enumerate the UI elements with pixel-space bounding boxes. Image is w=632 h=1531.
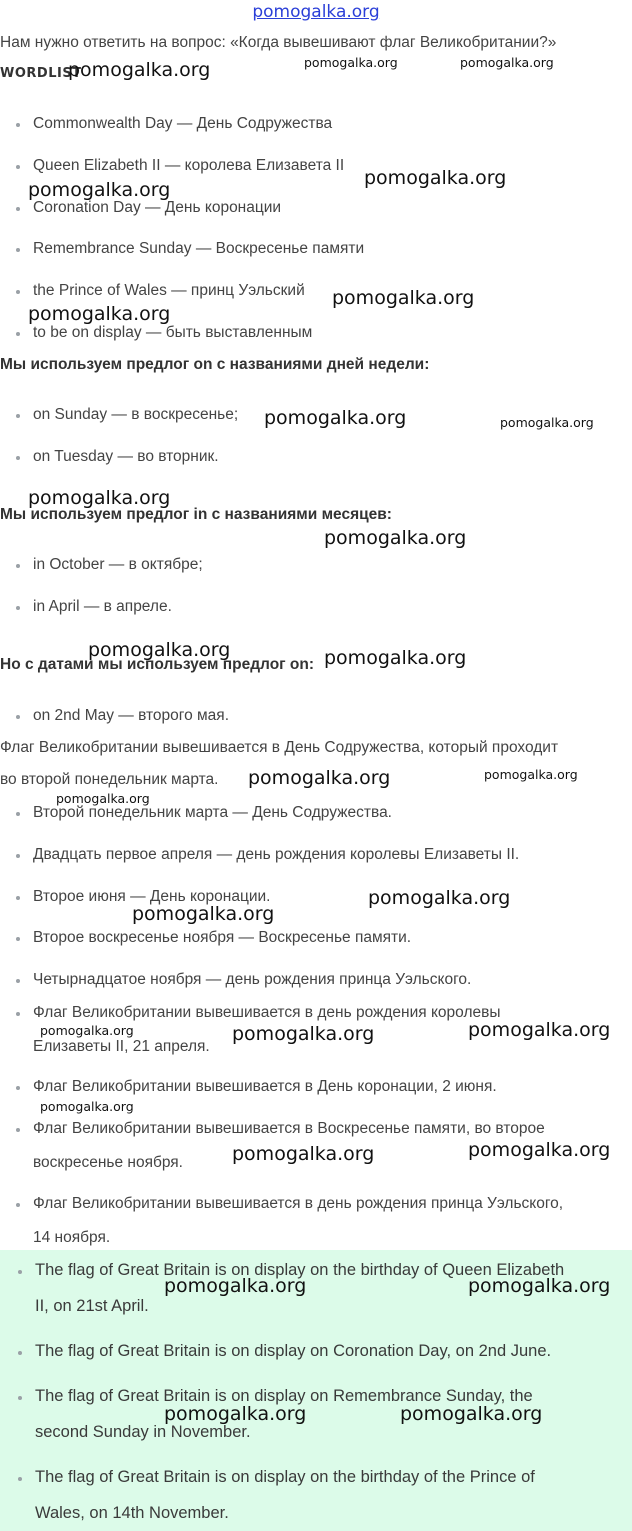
watermark: pomogalka.org	[264, 407, 407, 429]
answer-line: II, on 21st April.	[35, 1297, 149, 1315]
watermark: pomogalka.org	[324, 647, 467, 669]
list-item: Второе воскресенье ноября — Воскресенье памяти.	[0, 929, 632, 949]
list-item: to be on display — быть выставленным	[0, 324, 632, 344]
bullet-icon	[16, 606, 20, 610]
paragraph-line: Флаг Великобритании вывешивается в День Содружества, который проходит	[0, 739, 559, 756]
bullet-icon	[16, 207, 20, 211]
watermark: pomogalka.org	[28, 303, 171, 325]
bullet-icon	[16, 248, 20, 252]
list-item: on 2nd May — второго мая.	[0, 707, 632, 727]
watermark: pomogalka.org	[132, 903, 275, 925]
bullet-icon	[16, 1203, 20, 1207]
answer-line: The flag of Great Britain is on display on Coronation Day, on 2nd June.	[35, 1342, 552, 1360]
watermark: pomogalka.org	[324, 527, 467, 549]
watermark: pomogalka.org	[232, 1143, 375, 1165]
list-item: Второе июня — День коронации.	[0, 888, 632, 908]
watermark: pomogalka.org	[400, 1403, 543, 1425]
list-item: Coronation Day — День коронации	[0, 199, 632, 219]
bullet-icon	[18, 1396, 22, 1400]
question-text: Нам нужно ответить на вопрос: «Когда вывешивают флаг Великобритании?»	[0, 34, 557, 51]
watermark: pomogalka.org	[28, 179, 171, 201]
list-item: on Tuesday — во вторник.	[0, 448, 632, 468]
list-item: Commonwealth Day — День Содружества	[0, 115, 632, 135]
bullet-icon	[18, 1270, 22, 1274]
bullet-icon	[16, 979, 20, 983]
list-item: Remembrance Sunday — Воскресенье памяти	[0, 240, 632, 260]
bullet-icon	[16, 564, 20, 568]
bullet-icon	[18, 1477, 22, 1481]
watermark: pomogalka.org	[468, 1019, 611, 1041]
bullet-icon	[16, 937, 20, 941]
list-item: Флаг Великобритании вывешивается в День коронации, 2 июня.	[0, 1078, 632, 1098]
bullet-icon	[16, 414, 20, 418]
list-item-continuation: Елизаветы II, 21 апреля.	[33, 1038, 210, 1055]
watermark: pomogalka.org	[56, 791, 150, 806]
watermark: pomogalka.org	[40, 1099, 134, 1114]
list-item: the Prince of Wales — принц Уэльский	[0, 282, 632, 302]
watermark: pomogalka.org	[164, 1403, 307, 1425]
bullet-icon	[16, 456, 20, 460]
section-heading-months: Мы используем предлог in с названиями месяцев:	[0, 506, 392, 523]
bullet-icon	[16, 715, 20, 719]
watermark: pomogalka.org	[468, 1275, 611, 1297]
bullet-icon	[16, 1012, 20, 1016]
list-item: on Sunday — в воскресенье;	[0, 406, 632, 426]
watermark: pomogalka.org	[28, 487, 171, 509]
answer-line: second Sunday in November.	[35, 1423, 251, 1441]
section-heading-days: Мы используем предлог on с названиями дней недели:	[0, 356, 430, 373]
watermark: pomogalka.org	[68, 59, 211, 81]
watermark: pomogalka.org	[364, 167, 507, 189]
list-item: Двадцать первое апреля — день рождения королевы Елизаветы II.	[0, 846, 632, 866]
answer-line: The flag of Great Britain is on display on Remembrance Sunday, the	[35, 1387, 533, 1405]
watermark: pomogalka.org	[248, 767, 391, 789]
watermark: pomogalka.org	[484, 767, 578, 782]
bullet-icon	[16, 165, 20, 169]
watermark: pomogalka.org	[164, 1275, 307, 1297]
answer-line: The flag of Great Britain is on display on the birthday of Queen Elizabeth	[35, 1261, 565, 1279]
list-item: Флаг Великобритании вывешивается в день рождения принца Уэльского,	[0, 1195, 632, 1215]
list-item-continuation: воскресенье ноября.	[33, 1154, 183, 1171]
watermark: pomogalka.org	[332, 287, 475, 309]
bullet-icon	[16, 290, 20, 294]
wordlist-heading: WORDLIST	[0, 66, 82, 81]
answer-line: Wales, on 14th November.	[35, 1504, 229, 1522]
watermark: pomogalka.org	[40, 1023, 134, 1038]
watermark: pomogalka.org	[88, 639, 231, 661]
answer-line: The flag of Great Britain is on display on the birthday of the Prince of	[35, 1468, 535, 1486]
bullet-icon	[16, 1128, 20, 1132]
bullet-icon	[16, 896, 20, 900]
section-heading-dates: Но с датами мы используем предлог on:	[0, 656, 315, 673]
bullet-icon	[16, 1086, 20, 1090]
list-item: Второй понедельник марта — День Содружества.	[0, 804, 632, 824]
bullet-icon	[16, 123, 20, 127]
paragraph-line: во второй понедельник марта.	[0, 771, 219, 788]
site-title-link[interactable]: pomogalka.org	[252, 2, 380, 22]
bullet-icon	[16, 854, 20, 858]
list-item-continuation: 14 ноября.	[33, 1229, 111, 1246]
watermark: pomogalka.org	[368, 887, 511, 909]
list-item: Флаг Великобритании вывешивается в Воскресенье памяти, во второе	[0, 1120, 632, 1140]
list-item: Флаг Великобритании вывешивается в день рождения королевы	[0, 1004, 632, 1024]
watermark: pomogalka.org	[468, 1139, 611, 1161]
watermark: pomogalka.org	[500, 415, 594, 430]
bullet-icon	[18, 1351, 22, 1355]
list-item: Queen Elizabeth II — королева Елизавета II	[0, 157, 632, 177]
bullet-icon	[16, 332, 20, 336]
watermark: pomogalka.org	[460, 55, 554, 70]
watermark: pomogalka.org	[232, 1023, 375, 1045]
bullet-icon	[16, 812, 20, 816]
list-item: Четырнадцатое ноября — день рождения принца Уэльского.	[0, 971, 632, 991]
list-item: in April — в апреле.	[0, 598, 632, 618]
list-item: in October — в октябре;	[0, 556, 632, 576]
watermark: pomogalka.org	[304, 55, 398, 70]
